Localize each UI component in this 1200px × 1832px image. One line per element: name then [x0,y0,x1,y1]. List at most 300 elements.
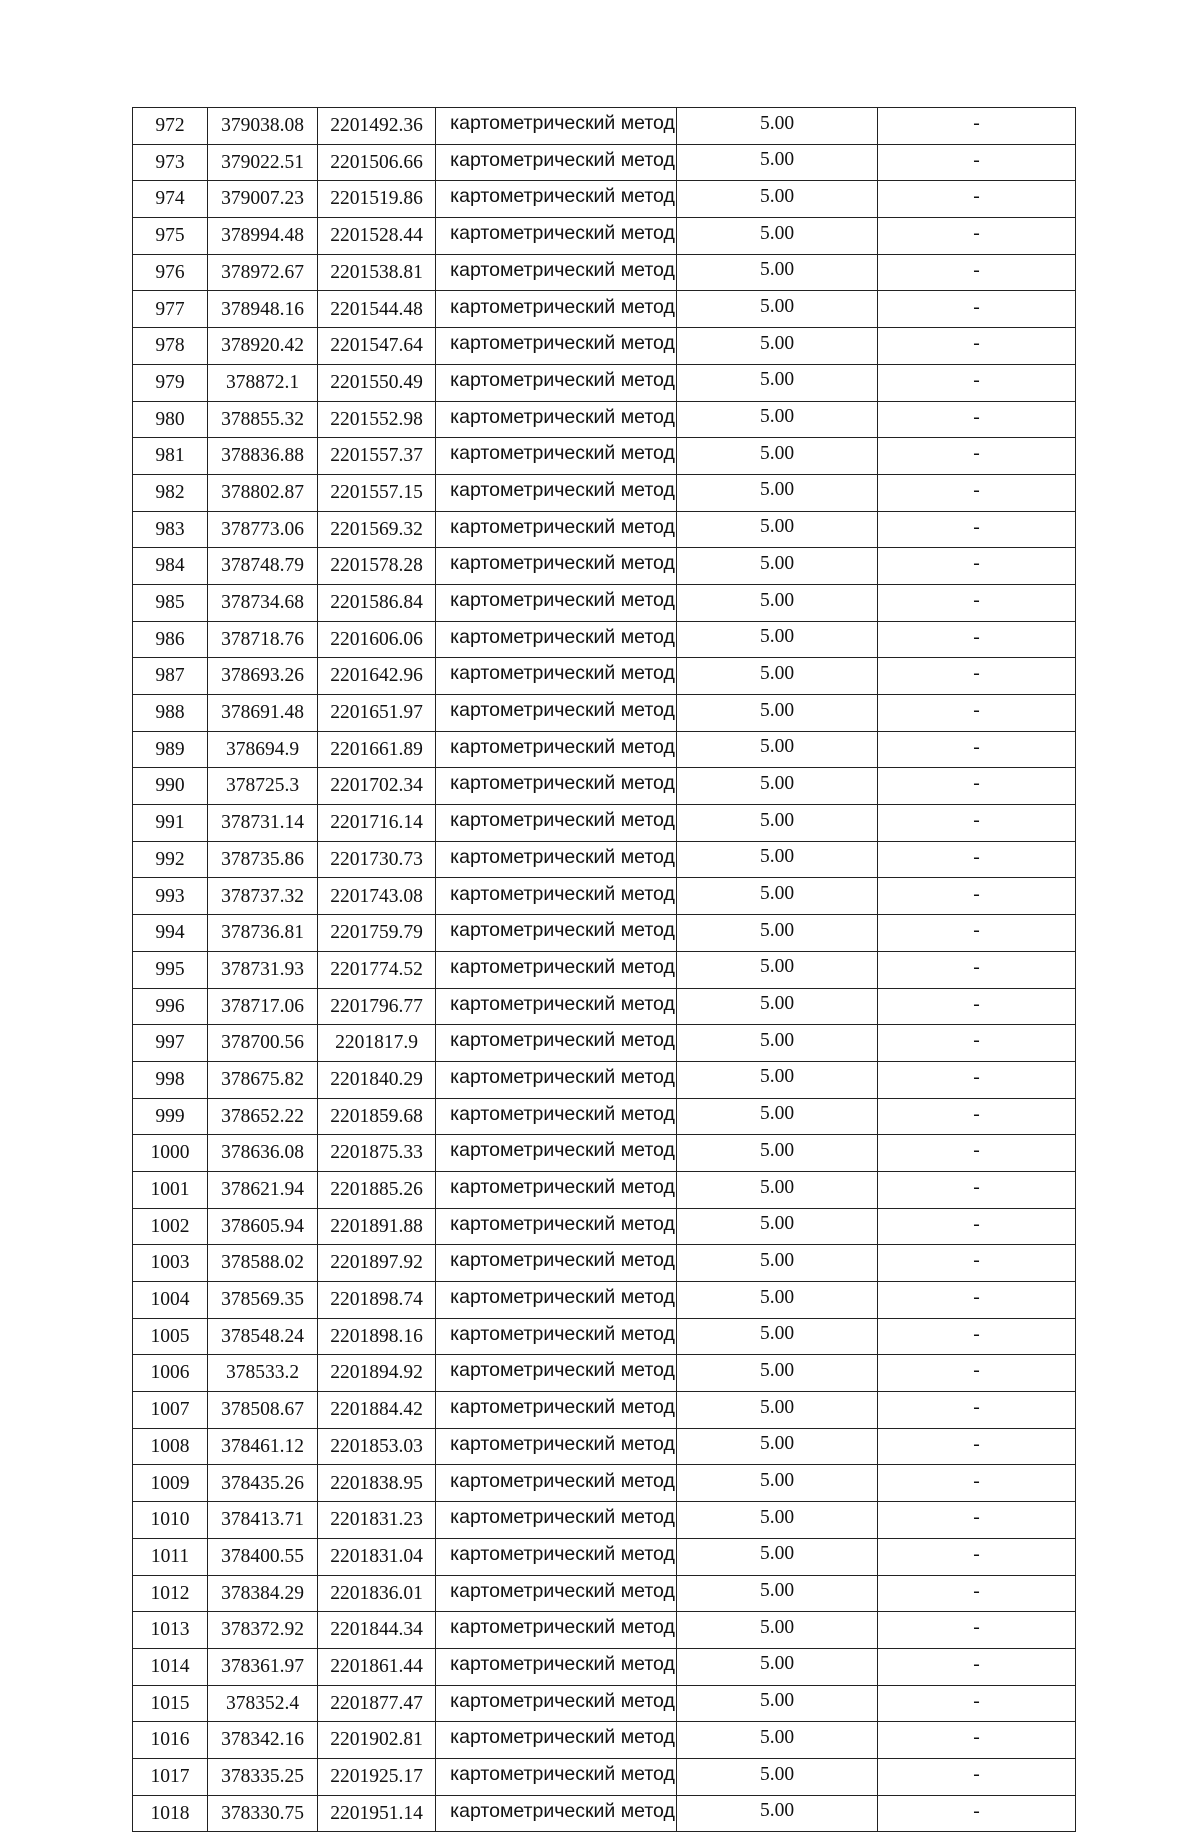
y-coordinate-cell: 2201651.97 [318,695,436,732]
y-coordinate-cell: 2201836.01 [318,1575,436,1612]
description-cell: - [878,1208,1076,1245]
method-cell: картометрический метод [436,695,677,732]
method-cell: картометрический метод [436,218,677,255]
point-number-cell: 975 [133,218,208,255]
precision-cell: 5.00 [677,1538,878,1575]
x-coordinate-cell: 378413.71 [208,1502,318,1539]
precision-cell: 5.00 [677,1061,878,1098]
point-number-cell: 986 [133,621,208,658]
table-row [133,805,1076,842]
method-cell: картометрический метод [436,658,677,695]
y-coordinate-cell: 2201569.32 [318,511,436,548]
point-number-cell: 977 [133,291,208,328]
table-row [133,1355,1076,1392]
x-coordinate-cell: 378352.4 [208,1685,318,1722]
y-coordinate-cell: 2201885.26 [318,1171,436,1208]
method-cell: картометрический метод [436,805,677,842]
description-cell: - [878,181,1076,218]
y-coordinate-cell: 2201853.03 [318,1428,436,1465]
y-coordinate-cell: 2201831.23 [318,1502,436,1539]
table-row [133,1612,1076,1649]
y-coordinate-cell: 2201894.92 [318,1355,436,1392]
description-cell: - [878,364,1076,401]
method-cell: картометрический метод [436,438,677,475]
table-row [133,1428,1076,1465]
precision-cell: 5.00 [677,951,878,988]
point-number-cell: 983 [133,511,208,548]
x-coordinate-cell: 378508.67 [208,1392,318,1429]
point-number-cell: 992 [133,841,208,878]
precision-cell: 5.00 [677,364,878,401]
description-cell: - [878,1282,1076,1319]
table-row [133,768,1076,805]
table-row [133,1685,1076,1722]
precision-cell: 5.00 [677,144,878,181]
table-row [133,144,1076,181]
description-cell: - [878,218,1076,255]
precision-cell: 5.00 [677,548,878,585]
precision-cell: 5.00 [677,254,878,291]
description-cell: - [878,1135,1076,1172]
x-coordinate-cell: 378675.82 [208,1061,318,1098]
method-cell: картометрический метод [436,474,677,511]
description-cell: - [878,144,1076,181]
precision-cell: 5.00 [677,1392,878,1429]
table-row [133,1135,1076,1172]
point-number-cell: 1007 [133,1392,208,1429]
precision-cell: 5.00 [677,1428,878,1465]
point-number-cell: 991 [133,805,208,842]
description-cell: - [878,1575,1076,1612]
method-cell: картометрический метод [436,144,677,181]
point-number-cell: 999 [133,1098,208,1135]
method-cell: картометрический метод [436,291,677,328]
table-row [133,401,1076,438]
table-row [133,254,1076,291]
y-coordinate-cell: 2201898.16 [318,1318,436,1355]
point-number-cell: 1016 [133,1722,208,1759]
table-row [133,1061,1076,1098]
method-cell: картометрический метод [436,328,677,365]
method-cell: картометрический метод [436,1135,677,1172]
y-coordinate-cell: 2201898.74 [318,1282,436,1319]
precision-cell: 5.00 [677,988,878,1025]
x-coordinate-cell: 378736.81 [208,915,318,952]
description-cell: - [878,731,1076,768]
table-row [133,915,1076,952]
y-coordinate-cell: 2201578.28 [318,548,436,585]
precision-cell: 5.00 [677,1208,878,1245]
method-cell: картометрический метод [436,1758,677,1795]
table-row [133,1758,1076,1795]
description-cell: - [878,438,1076,475]
y-coordinate-cell: 2201897.92 [318,1245,436,1282]
method-cell: картометрический метод [436,1465,677,1502]
x-coordinate-cell: 378342.16 [208,1722,318,1759]
x-coordinate-cell: 378533.2 [208,1355,318,1392]
description-cell: - [878,951,1076,988]
method-cell: картометрический метод [436,1648,677,1685]
method-cell: картометрический метод [436,108,677,145]
table-row [133,658,1076,695]
coordinates-table [132,107,1076,1832]
method-cell: картометрический метод [436,1025,677,1062]
point-number-cell: 1011 [133,1538,208,1575]
description-cell: - [878,1025,1076,1062]
y-coordinate-cell: 2201606.06 [318,621,436,658]
table-row [133,1208,1076,1245]
x-coordinate-cell: 378855.32 [208,401,318,438]
table-row [133,474,1076,511]
method-cell: картометрический метод [436,1538,677,1575]
point-number-cell: 973 [133,144,208,181]
description-cell: - [878,1758,1076,1795]
point-number-cell: 988 [133,695,208,732]
description-cell: - [878,1685,1076,1722]
description-cell: - [878,915,1076,952]
precision-cell: 5.00 [677,1575,878,1612]
point-number-cell: 998 [133,1061,208,1098]
point-number-cell: 989 [133,731,208,768]
description-cell: - [878,511,1076,548]
description-cell: - [878,988,1076,1025]
description-cell: - [878,584,1076,621]
y-coordinate-cell: 2201759.79 [318,915,436,952]
table-row [133,695,1076,732]
precision-cell: 5.00 [677,1318,878,1355]
method-cell: картометрический метод [436,511,677,548]
precision-cell: 5.00 [677,1025,878,1062]
y-coordinate-cell: 2201716.14 [318,805,436,842]
x-coordinate-cell: 378694.9 [208,731,318,768]
point-number-cell: 985 [133,584,208,621]
point-number-cell: 1014 [133,1648,208,1685]
y-coordinate-cell: 2201557.37 [318,438,436,475]
precision-cell: 5.00 [677,1098,878,1135]
method-cell: картометрический метод [436,364,677,401]
point-number-cell: 1015 [133,1685,208,1722]
point-number-cell: 1018 [133,1795,208,1832]
y-coordinate-cell: 2201586.84 [318,584,436,621]
method-cell: картометрический метод [436,1575,677,1612]
precision-cell: 5.00 [677,1135,878,1172]
table-row [133,438,1076,475]
precision-cell: 5.00 [677,731,878,768]
description-cell: - [878,841,1076,878]
method-cell: картометрический метод [436,621,677,658]
table-row [133,1648,1076,1685]
description-cell: - [878,291,1076,328]
y-coordinate-cell: 2201884.42 [318,1392,436,1429]
description-cell: - [878,1428,1076,1465]
precision-cell: 5.00 [677,218,878,255]
table-row [133,584,1076,621]
point-number-cell: 974 [133,181,208,218]
y-coordinate-cell: 2201538.81 [318,254,436,291]
description-cell: - [878,1502,1076,1539]
method-cell: картометрический метод [436,1171,677,1208]
point-number-cell: 995 [133,951,208,988]
y-coordinate-cell: 2201702.34 [318,768,436,805]
description-cell: - [878,1795,1076,1832]
method-cell: картометрический метод [436,1722,677,1759]
table-row [133,1025,1076,1062]
y-coordinate-cell: 2201743.08 [318,878,436,915]
precision-cell: 5.00 [677,1355,878,1392]
point-number-cell: 993 [133,878,208,915]
method-cell: картометрический метод [436,1318,677,1355]
x-coordinate-cell: 378718.76 [208,621,318,658]
description-cell: - [878,658,1076,695]
method-cell: картометрический метод [436,768,677,805]
point-number-cell: 972 [133,108,208,145]
table-row [133,1575,1076,1612]
description-cell: - [878,328,1076,365]
y-coordinate-cell: 2201774.52 [318,951,436,988]
y-coordinate-cell: 2201840.29 [318,1061,436,1098]
description-cell: - [878,474,1076,511]
y-coordinate-cell: 2201859.68 [318,1098,436,1135]
y-coordinate-cell: 2201519.86 [318,181,436,218]
point-number-cell: 1004 [133,1282,208,1319]
x-coordinate-cell: 378361.97 [208,1648,318,1685]
table-row [133,1795,1076,1832]
description-cell: - [878,768,1076,805]
table-row [133,218,1076,255]
x-coordinate-cell: 378735.86 [208,841,318,878]
table-row [133,1502,1076,1539]
method-cell: картометрический метод [436,1685,677,1722]
point-number-cell: 980 [133,401,208,438]
y-coordinate-cell: 2201877.47 [318,1685,436,1722]
x-coordinate-cell: 378994.48 [208,218,318,255]
x-coordinate-cell: 378725.3 [208,768,318,805]
table-row [133,988,1076,1025]
point-number-cell: 979 [133,364,208,401]
precision-cell: 5.00 [677,878,878,915]
point-number-cell: 1013 [133,1612,208,1649]
x-coordinate-cell: 378335.25 [208,1758,318,1795]
precision-cell: 5.00 [677,1171,878,1208]
method-cell: картометрический метод [436,1428,677,1465]
x-coordinate-cell: 378872.1 [208,364,318,401]
x-coordinate-cell: 378948.16 [208,291,318,328]
y-coordinate-cell: 2201661.89 [318,731,436,768]
x-coordinate-cell: 378737.32 [208,878,318,915]
point-number-cell: 1012 [133,1575,208,1612]
y-coordinate-cell: 2201796.77 [318,988,436,1025]
y-coordinate-cell: 2201951.14 [318,1795,436,1832]
point-number-cell: 990 [133,768,208,805]
precision-cell: 5.00 [677,474,878,511]
method-cell: картометрический метод [436,1355,677,1392]
table-row [133,731,1076,768]
method-cell: картометрический метод [436,1245,677,1282]
table-row [133,108,1076,145]
x-coordinate-cell: 378691.48 [208,695,318,732]
y-coordinate-cell: 2201547.64 [318,328,436,365]
table-row [133,1171,1076,1208]
x-coordinate-cell: 378773.06 [208,511,318,548]
point-number-cell: 1017 [133,1758,208,1795]
x-coordinate-cell: 378748.79 [208,548,318,585]
description-cell: - [878,1318,1076,1355]
method-cell: картометрический метод [436,181,677,218]
x-coordinate-cell: 378461.12 [208,1428,318,1465]
x-coordinate-cell: 378693.26 [208,658,318,695]
description-cell: - [878,108,1076,145]
table-row [133,1722,1076,1759]
x-coordinate-cell: 378435.26 [208,1465,318,1502]
point-number-cell: 1008 [133,1428,208,1465]
y-coordinate-cell: 2201506.66 [318,144,436,181]
method-cell: картометрический метод [436,841,677,878]
precision-cell: 5.00 [677,291,878,328]
y-coordinate-cell: 2201902.81 [318,1722,436,1759]
y-coordinate-cell: 2201550.49 [318,364,436,401]
point-number-cell: 1010 [133,1502,208,1539]
precision-cell: 5.00 [677,695,878,732]
point-number-cell: 996 [133,988,208,1025]
y-coordinate-cell: 2201492.36 [318,108,436,145]
method-cell: картометрический метод [436,1612,677,1649]
precision-cell: 5.00 [677,658,878,695]
precision-cell: 5.00 [677,1758,878,1795]
x-coordinate-cell: 378588.02 [208,1245,318,1282]
x-coordinate-cell: 378636.08 [208,1135,318,1172]
point-number-cell: 981 [133,438,208,475]
precision-cell: 5.00 [677,401,878,438]
description-cell: - [878,1171,1076,1208]
description-cell: - [878,1465,1076,1502]
x-coordinate-cell: 378605.94 [208,1208,318,1245]
y-coordinate-cell: 2201844.34 [318,1612,436,1649]
point-number-cell: 994 [133,915,208,952]
x-coordinate-cell: 378372.92 [208,1612,318,1649]
y-coordinate-cell: 2201817.9 [318,1025,436,1062]
description-cell: - [878,1722,1076,1759]
method-cell: картометрический метод [436,915,677,952]
method-cell: картометрический метод [436,1208,677,1245]
precision-cell: 5.00 [677,1465,878,1502]
table-row [133,841,1076,878]
point-number-cell: 984 [133,548,208,585]
method-cell: картометрический метод [436,1061,677,1098]
description-cell: - [878,1392,1076,1429]
precision-cell: 5.00 [677,1245,878,1282]
table-row [133,1392,1076,1429]
point-number-cell: 1002 [133,1208,208,1245]
precision-cell: 5.00 [677,584,878,621]
method-cell: картометрический метод [436,951,677,988]
method-cell: картометрический метод [436,584,677,621]
point-number-cell: 1003 [133,1245,208,1282]
method-cell: картометрический метод [436,1282,677,1319]
method-cell: картометрический метод [436,988,677,1025]
coordinates-table-body [133,108,1076,1832]
x-coordinate-cell: 379022.51 [208,144,318,181]
y-coordinate-cell: 2201642.96 [318,658,436,695]
description-cell: - [878,878,1076,915]
table-row [133,878,1076,915]
precision-cell: 5.00 [677,915,878,952]
table-row [133,1282,1076,1319]
method-cell: картометрический метод [436,254,677,291]
table-row [133,1245,1076,1282]
precision-cell: 5.00 [677,108,878,145]
y-coordinate-cell: 2201925.17 [318,1758,436,1795]
description-cell: - [878,1098,1076,1135]
method-cell: картометрический метод [436,1795,677,1832]
description-cell: - [878,1245,1076,1282]
y-coordinate-cell: 2201730.73 [318,841,436,878]
table-row [133,1538,1076,1575]
x-coordinate-cell: 378717.06 [208,988,318,1025]
y-coordinate-cell: 2201552.98 [318,401,436,438]
precision-cell: 5.00 [677,1282,878,1319]
description-cell: - [878,621,1076,658]
precision-cell: 5.00 [677,1612,878,1649]
x-coordinate-cell: 379007.23 [208,181,318,218]
point-number-cell: 1000 [133,1135,208,1172]
table-row [133,328,1076,365]
description-cell: - [878,548,1076,585]
method-cell: картометрический метод [436,1502,677,1539]
x-coordinate-cell: 378700.56 [208,1025,318,1062]
x-coordinate-cell: 378330.75 [208,1795,318,1832]
precision-cell: 5.00 [677,328,878,365]
point-number-cell: 982 [133,474,208,511]
x-coordinate-cell: 378400.55 [208,1538,318,1575]
method-cell: картометрический метод [436,1392,677,1429]
description-cell: - [878,401,1076,438]
method-cell: картометрический метод [436,548,677,585]
y-coordinate-cell: 2201557.15 [318,474,436,511]
x-coordinate-cell: 378731.93 [208,951,318,988]
precision-cell: 5.00 [677,768,878,805]
table-row [133,951,1076,988]
y-coordinate-cell: 2201861.44 [318,1648,436,1685]
table-row [133,1098,1076,1135]
description-cell: - [878,1612,1076,1649]
method-cell: картометрический метод [436,401,677,438]
description-cell: - [878,1538,1076,1575]
y-coordinate-cell: 2201838.95 [318,1465,436,1502]
y-coordinate-cell: 2201831.04 [318,1538,436,1575]
precision-cell: 5.00 [677,1648,878,1685]
precision-cell: 5.00 [677,1722,878,1759]
x-coordinate-cell: 378734.68 [208,584,318,621]
precision-cell: 5.00 [677,438,878,475]
precision-cell: 5.00 [677,181,878,218]
precision-cell: 5.00 [677,1502,878,1539]
point-number-cell: 976 [133,254,208,291]
precision-cell: 5.00 [677,1795,878,1832]
x-coordinate-cell: 379038.08 [208,108,318,145]
precision-cell: 5.00 [677,511,878,548]
y-coordinate-cell: 2201544.48 [318,291,436,328]
y-coordinate-cell: 2201875.33 [318,1135,436,1172]
method-cell: картометрический метод [436,878,677,915]
method-cell: картометрический метод [436,1098,677,1135]
point-number-cell: 1006 [133,1355,208,1392]
x-coordinate-cell: 378652.22 [208,1098,318,1135]
precision-cell: 5.00 [677,621,878,658]
point-number-cell: 1005 [133,1318,208,1355]
x-coordinate-cell: 378920.42 [208,328,318,365]
point-number-cell: 987 [133,658,208,695]
table-row [133,621,1076,658]
